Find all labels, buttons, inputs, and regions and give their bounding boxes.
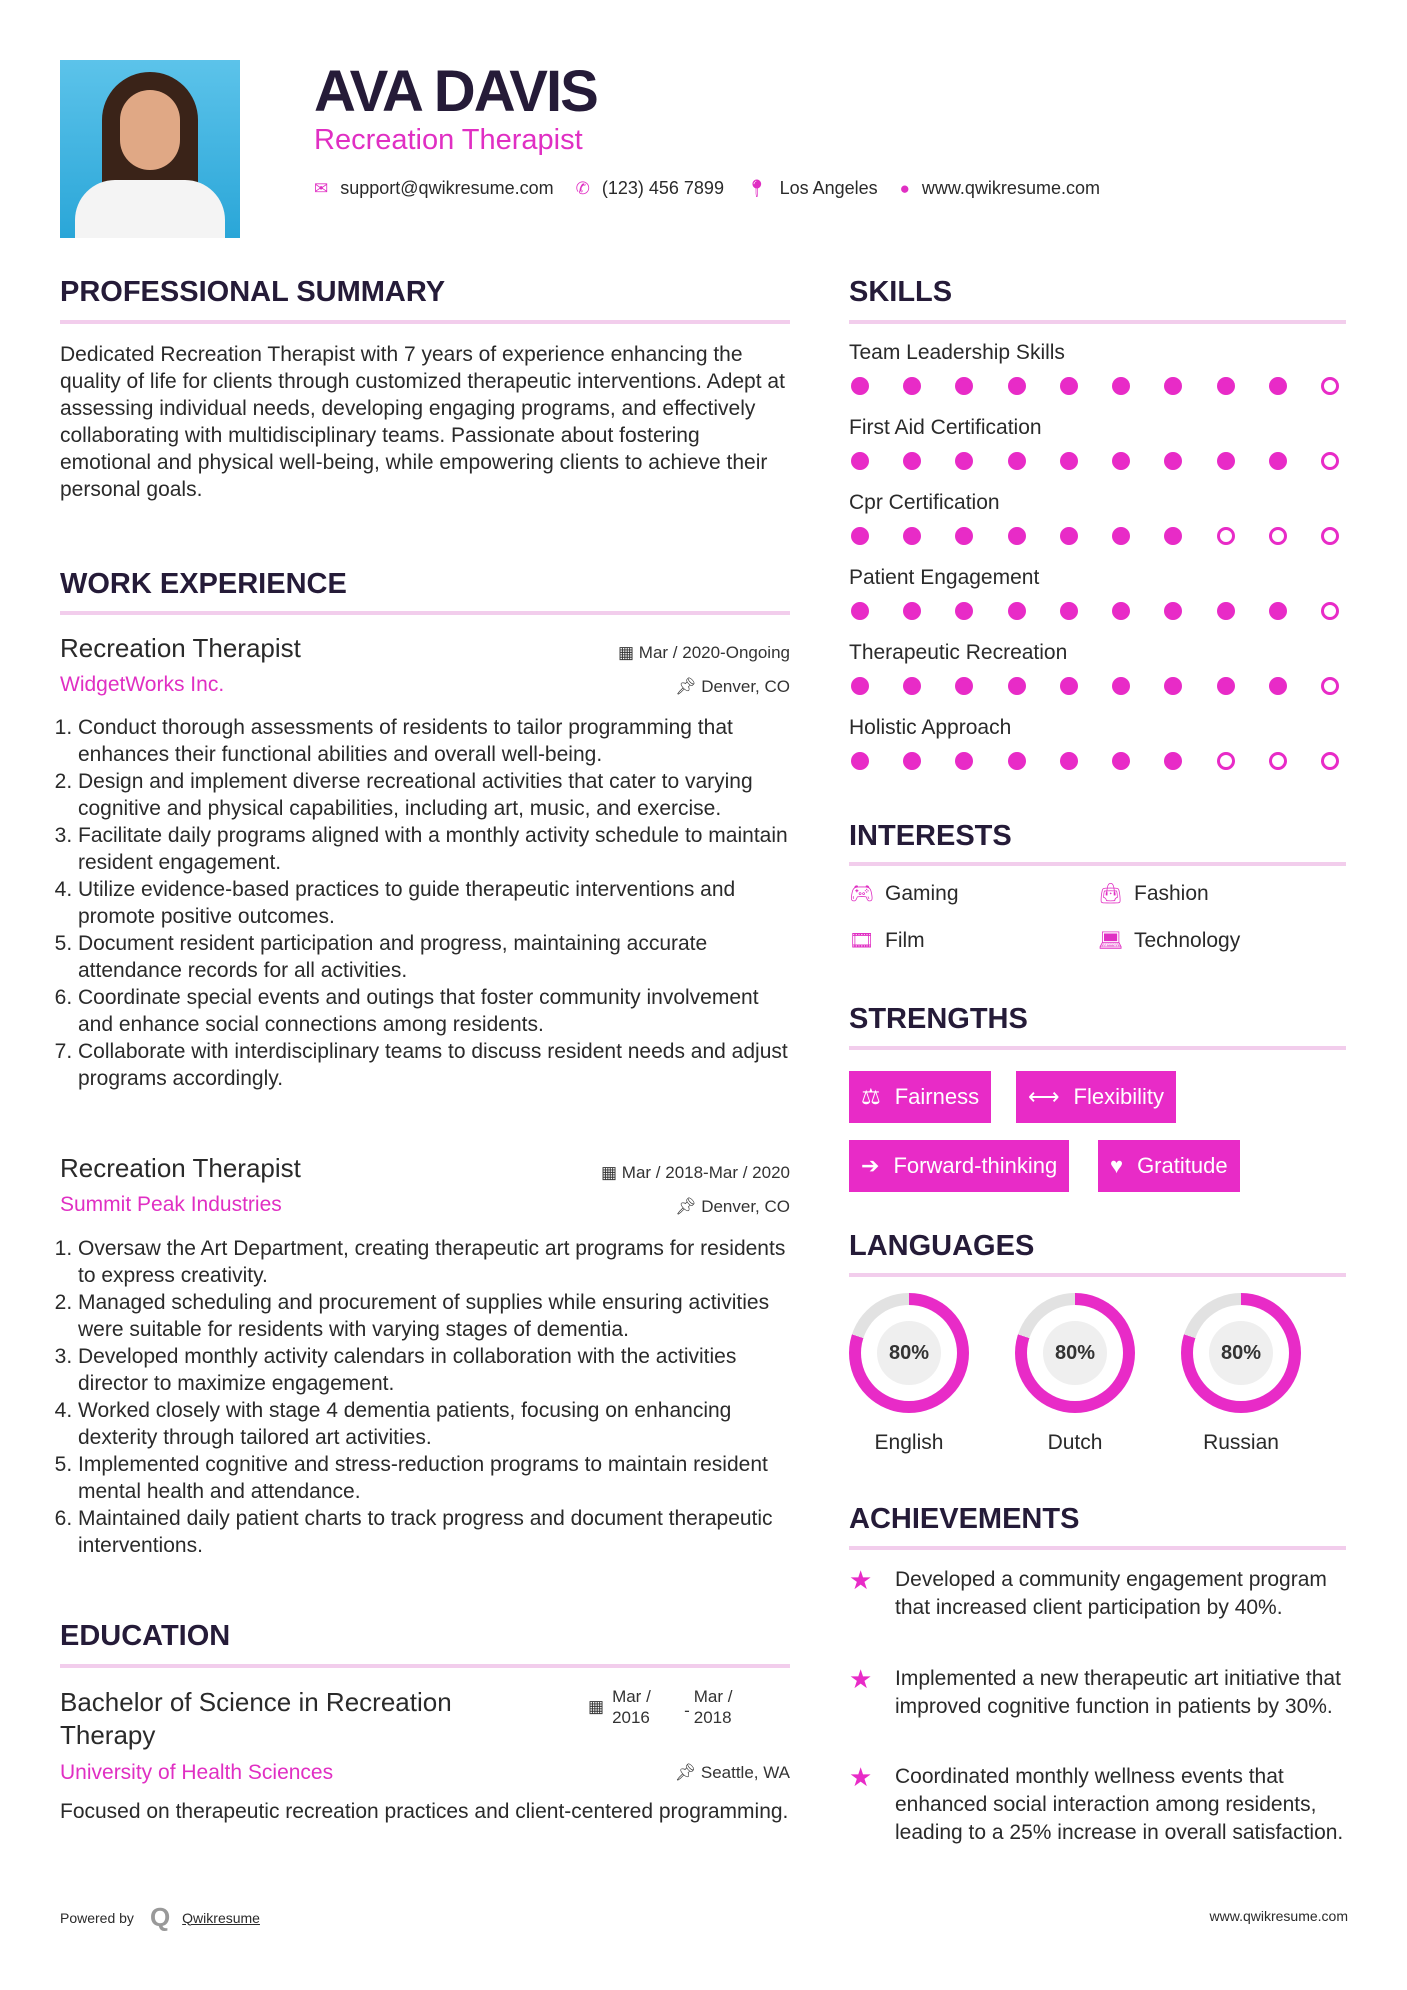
job-bullet: 2. Managed scheduling and procurement of supplies while ensuring activities were suitable for residents with varying stages of dementia. [78, 1289, 795, 1343]
shooting-star-icon: ★ [849, 1565, 873, 1595]
contact-email[interactable]: support@qwikresume.com [340, 178, 554, 198]
divider [849, 320, 1346, 324]
language-item [1015, 1293, 1135, 1455]
profile-photo [60, 60, 240, 238]
language-progress-ring [1181, 1293, 1301, 1413]
arrow-right-icon: ➔ [861, 1153, 880, 1178]
achievements-heading: ACHIEVEMENTS [849, 1503, 1080, 1535]
rating-dot-filled [1217, 602, 1235, 620]
education-start: Mar / 2016 [612, 1687, 651, 1727]
rating-dot-filled [955, 527, 973, 545]
rating-dot-filled [1008, 602, 1026, 620]
rating-dot-filled [1060, 377, 1078, 395]
achievement-text: Implemented a new therapeutic art initiative that improved cognitive function in patients by 30%. [895, 1667, 1341, 1718]
rating-dot-filled [1269, 452, 1287, 470]
rating-dot-filled [1112, 377, 1130, 395]
rating-dot-filled [955, 602, 973, 620]
job-location [540, 1197, 790, 1217]
interest-item [849, 928, 925, 953]
rating-dot-filled [1008, 377, 1026, 395]
rating-dot-filled [903, 527, 921, 545]
rating-dot-filled [1112, 752, 1130, 770]
job-dates-text: Mar / 2018-Mar / 2020 [621, 1163, 790, 1182]
education-degree: Bachelor of Science in Recreation Therapy [60, 1687, 452, 1750]
skill-item [849, 416, 1349, 470]
education-heading: EDUCATION [60, 1620, 231, 1652]
skill-item [849, 641, 1349, 695]
rating-dot-filled [955, 752, 973, 770]
rating-dot-filled [1112, 677, 1130, 695]
summary-text: Dedicated Recreation Therapist with 7 years of experience enhancing the quality of life for clients through customized therapeutic interventions. Adept at assessing individual needs, developing engaging programs, and effectively collaborating with multidisciplinary teams. Passionate about fostering emotional and physical well-being, while empowering clients to achieve their personal goals. [60, 343, 785, 501]
job-company: WidgetWorks Inc. [60, 673, 225, 696]
rating-dot-filled [1008, 752, 1026, 770]
job-dates-text: Mar / 2020-Ongoing [638, 643, 790, 662]
rating-dot-filled [1008, 677, 1026, 695]
qwikresume-logo-icon: Q [149, 1902, 171, 1932]
rating-dot-filled [903, 677, 921, 695]
rating-dot-filled [1008, 527, 1026, 545]
rating-dot-filled [851, 452, 869, 470]
divider [60, 611, 790, 615]
job-bullets [60, 1235, 795, 1559]
interest-label: Film [885, 928, 925, 952]
interest-label: Fashion [1134, 881, 1209, 905]
languages-heading: LANGUAGES [849, 1230, 1035, 1262]
brand-link[interactable]: Qwikresume [182, 1909, 260, 1926]
divider [849, 1046, 1346, 1050]
job-bullet: 2. Design and implement diverse recreational activities that cater to varying cognitive and physical capabilities, including art, music, and exercise. [78, 768, 795, 822]
skill-name: Holistic Approach [849, 716, 1012, 739]
rating-dot-filled [1112, 602, 1130, 620]
rating-dot-filled [955, 377, 973, 395]
rating-dot-empty [1269, 752, 1287, 770]
contact-bar [314, 178, 1122, 199]
interest-item [1098, 881, 1209, 906]
rating-dot-empty [1321, 752, 1339, 770]
phone-icon: ✆ [575, 178, 590, 198]
language-item [1181, 1293, 1301, 1455]
divider [849, 862, 1346, 866]
strength-label: Forward-thinking [893, 1153, 1058, 1178]
language-percent: 80% [877, 1321, 941, 1385]
rating-dot-filled [955, 452, 973, 470]
rating-dot-filled [1269, 602, 1287, 620]
pushpin-icon: 📌︎ [674, 677, 702, 696]
rating-dot-filled [1060, 452, 1078, 470]
rating-dot-filled [1217, 377, 1235, 395]
skill-item [849, 491, 1349, 545]
rating-dot-empty [1321, 377, 1339, 395]
job-bullet: 7. Collaborate with interdisciplinary teams to discuss resident needs and adjust programs accordingly. [78, 1038, 795, 1092]
laptop-icon: 💻︎ [1098, 930, 1124, 952]
heart-icon: ♥ [1110, 1153, 1124, 1178]
strength-tag [1098, 1140, 1240, 1192]
skill-name: First Aid Certification [849, 416, 1042, 439]
rating-dot-filled [903, 602, 921, 620]
contact-location: Los Angeles [779, 178, 878, 198]
rating-dot-filled [851, 377, 869, 395]
candidate-title: Recreation Therapist [314, 124, 583, 156]
footer-powered [60, 1902, 260, 1933]
shooting-star-icon: ★ [849, 1762, 873, 1792]
film-icon: 🎞︎ [849, 930, 875, 952]
balance-scale-icon: ⚖ [861, 1084, 881, 1109]
contact-phone: (123) 456 7899 [601, 178, 724, 198]
skill-rating [851, 677, 1339, 695]
language-percent: 80% [1209, 1321, 1273, 1385]
skill-rating [851, 452, 1339, 470]
rating-dot-filled [851, 527, 869, 545]
contact-website[interactable]: www.qwikresume.com [921, 178, 1100, 198]
language-name: Russian [1203, 1431, 1279, 1454]
strength-tag [849, 1140, 1069, 1192]
job-bullets [60, 714, 795, 1092]
shopping-bag-icon: 👜︎ [1098, 883, 1124, 905]
education-end: Mar / 2018 [693, 1687, 733, 1727]
envelope-icon: ✉ [314, 178, 329, 198]
date-separator: - [684, 1701, 690, 1720]
education-location: Seattle, WA [700, 1763, 790, 1782]
job-title: Recreation Therapist [60, 633, 301, 663]
rating-dot-empty [1321, 602, 1339, 620]
rating-dot-filled [1112, 527, 1130, 545]
rating-dot-filled [903, 752, 921, 770]
job-bullet: 4. Utilize evidence-based practices to guide therapeutic interventions and promote positive outcomes. [78, 876, 795, 930]
achievement-item [849, 1665, 1349, 1721]
job-dates [540, 643, 790, 663]
job-dates [540, 1163, 790, 1183]
job-location-text: Denver, CO [701, 677, 790, 696]
divider [60, 320, 790, 324]
candidate-name: AVA DAVIS [314, 59, 597, 124]
rating-dot-filled [851, 677, 869, 695]
language-percent: 80% [1043, 1321, 1107, 1385]
rating-dot-filled [1060, 527, 1078, 545]
summary-heading: PROFESSIONAL SUMMARY [60, 276, 446, 308]
skill-rating [851, 377, 1339, 395]
job-bullet: 5. Implemented cognitive and stress-reduction programs to maintain resident mental health and attendance. [78, 1451, 795, 1505]
rating-dot-filled [1164, 752, 1182, 770]
education-dates [588, 1686, 754, 1728]
powered-by-label: Powered by [60, 1909, 134, 1926]
rating-dot-filled [955, 677, 973, 695]
skill-item [849, 341, 1349, 395]
skill-rating [851, 527, 1339, 545]
job-bullet: 1. Oversaw the Art Department, creating therapeutic art programs for residents to express creativity. [78, 1235, 795, 1289]
pushpin-icon: 📌︎ [674, 1197, 702, 1216]
job-bullet: 1. Conduct thorough assessments of residents to tailor programming that enhances their functional abilities and overall well-being. [78, 714, 795, 768]
job-bullet: 6. Coordinate special events and outings that foster community involvement and enhance social connections among residents. [78, 984, 795, 1038]
skill-name: Cpr Certification [849, 491, 1000, 514]
skill-name: Patient Engagement [849, 566, 1040, 589]
language-progress-ring [1015, 1293, 1135, 1413]
pushpin-icon: 📌︎ [674, 1763, 701, 1782]
job-title: Recreation Therapist [60, 1153, 301, 1183]
skill-rating [851, 602, 1339, 620]
skills-heading: SKILLS [849, 276, 953, 308]
rating-dot-empty [1269, 527, 1287, 545]
map-pin-icon: 📍︎ [745, 178, 768, 198]
job-bullet: 3. Developed monthly activity calendars in collaboration with the activities director to maximize engagement. [78, 1343, 795, 1397]
education-location-wrap [590, 1763, 790, 1783]
calendar-icon: ▦ [601, 1163, 622, 1182]
rating-dot-filled [1269, 677, 1287, 695]
globe-icon: ● [899, 178, 910, 198]
job-bullet: 3. Facilitate daily programs aligned with a monthly activity schedule to maintain resident engagement. [78, 822, 795, 876]
job-bullet: 5. Document resident participation and progress, maintaining accurate attendance records for all activities. [78, 930, 795, 984]
achievement-item [849, 1566, 1349, 1622]
arrows-horizontal-icon: ⟷ [1028, 1084, 1060, 1109]
rating-dot-filled [1164, 602, 1182, 620]
strength-label: Gratitude [1137, 1153, 1228, 1178]
rating-dot-empty [1321, 452, 1339, 470]
rating-dot-filled [851, 752, 869, 770]
divider [60, 1664, 790, 1668]
job-location [540, 677, 790, 697]
rating-dot-filled [1164, 677, 1182, 695]
rating-dot-empty [1217, 527, 1235, 545]
work-heading: WORK EXPERIENCE [60, 568, 347, 600]
interests-heading: INTERESTS [849, 820, 1012, 852]
rating-dot-filled [1269, 377, 1287, 395]
interest-item [1098, 928, 1240, 953]
rating-dot-empty [1321, 527, 1339, 545]
rating-dot-filled [1217, 452, 1235, 470]
rating-dot-filled [1164, 527, 1182, 545]
strength-tag [1016, 1071, 1176, 1123]
achievement-text: Coordinated monthly wellness events that enhanced social interaction among residents, leading to a 25% increase in overall satisfaction. [895, 1765, 1344, 1844]
strengths-heading: STRENGTHS [849, 1003, 1028, 1035]
rating-dot-filled [1060, 752, 1078, 770]
job-location-text: Denver, CO [701, 1197, 790, 1216]
interest-item [849, 881, 959, 906]
rating-dot-filled [1112, 452, 1130, 470]
achievement-item [849, 1763, 1349, 1847]
rating-dot-filled [1060, 677, 1078, 695]
skill-name: Team Leadership Skills [849, 341, 1065, 364]
language-name: English [874, 1431, 944, 1454]
job-bullet: 4. Worked closely with stage 4 dementia patients, focusing on enhancing dexterity through tailored art activities. [78, 1397, 795, 1451]
job-bullet: 6. Maintained daily patient charts to track progress and document therapeutic interventions. [78, 1505, 795, 1559]
skill-item [849, 566, 1349, 620]
education-school: University of Health Sciences [60, 1761, 334, 1784]
education-description: Focused on therapeutic recreation practices and client-centered programming. [60, 1800, 789, 1823]
rating-dot-filled [1164, 377, 1182, 395]
interest-label: Technology [1134, 928, 1241, 952]
rating-dot-filled [1164, 452, 1182, 470]
strength-tag [849, 1071, 991, 1123]
achievement-text: Developed a community engagement program that increased client participation by 40%. [895, 1568, 1327, 1619]
language-progress-ring [849, 1293, 969, 1413]
rating-dot-empty [1217, 752, 1235, 770]
rating-dot-filled [903, 452, 921, 470]
interest-label: Gaming [885, 881, 959, 905]
calendar-icon: ▦ [588, 1697, 605, 1716]
skill-item [849, 716, 1349, 770]
shooting-star-icon: ★ [849, 1664, 873, 1694]
job-company: Summit Peak Industries [60, 1193, 282, 1216]
language-name: Dutch [1047, 1431, 1103, 1454]
gamepad-icon: 🎮︎ [849, 883, 875, 905]
language-item [849, 1293, 969, 1455]
rating-dot-filled [851, 602, 869, 620]
divider [849, 1273, 1346, 1277]
rating-dot-filled [1060, 602, 1078, 620]
skill-name: Therapeutic Recreation [849, 641, 1068, 664]
strength-label: Fairness [894, 1084, 980, 1109]
footer-website[interactable]: www.qwikresume.com [1209, 1908, 1348, 1924]
rating-dot-empty [1321, 677, 1339, 695]
rating-dot-filled [1217, 677, 1235, 695]
calendar-icon: ▦ [618, 643, 639, 662]
rating-dot-filled [1008, 452, 1026, 470]
skill-rating [851, 752, 1339, 770]
rating-dot-filled [903, 377, 921, 395]
divider [849, 1546, 1346, 1550]
strength-label: Flexibility [1073, 1084, 1165, 1109]
